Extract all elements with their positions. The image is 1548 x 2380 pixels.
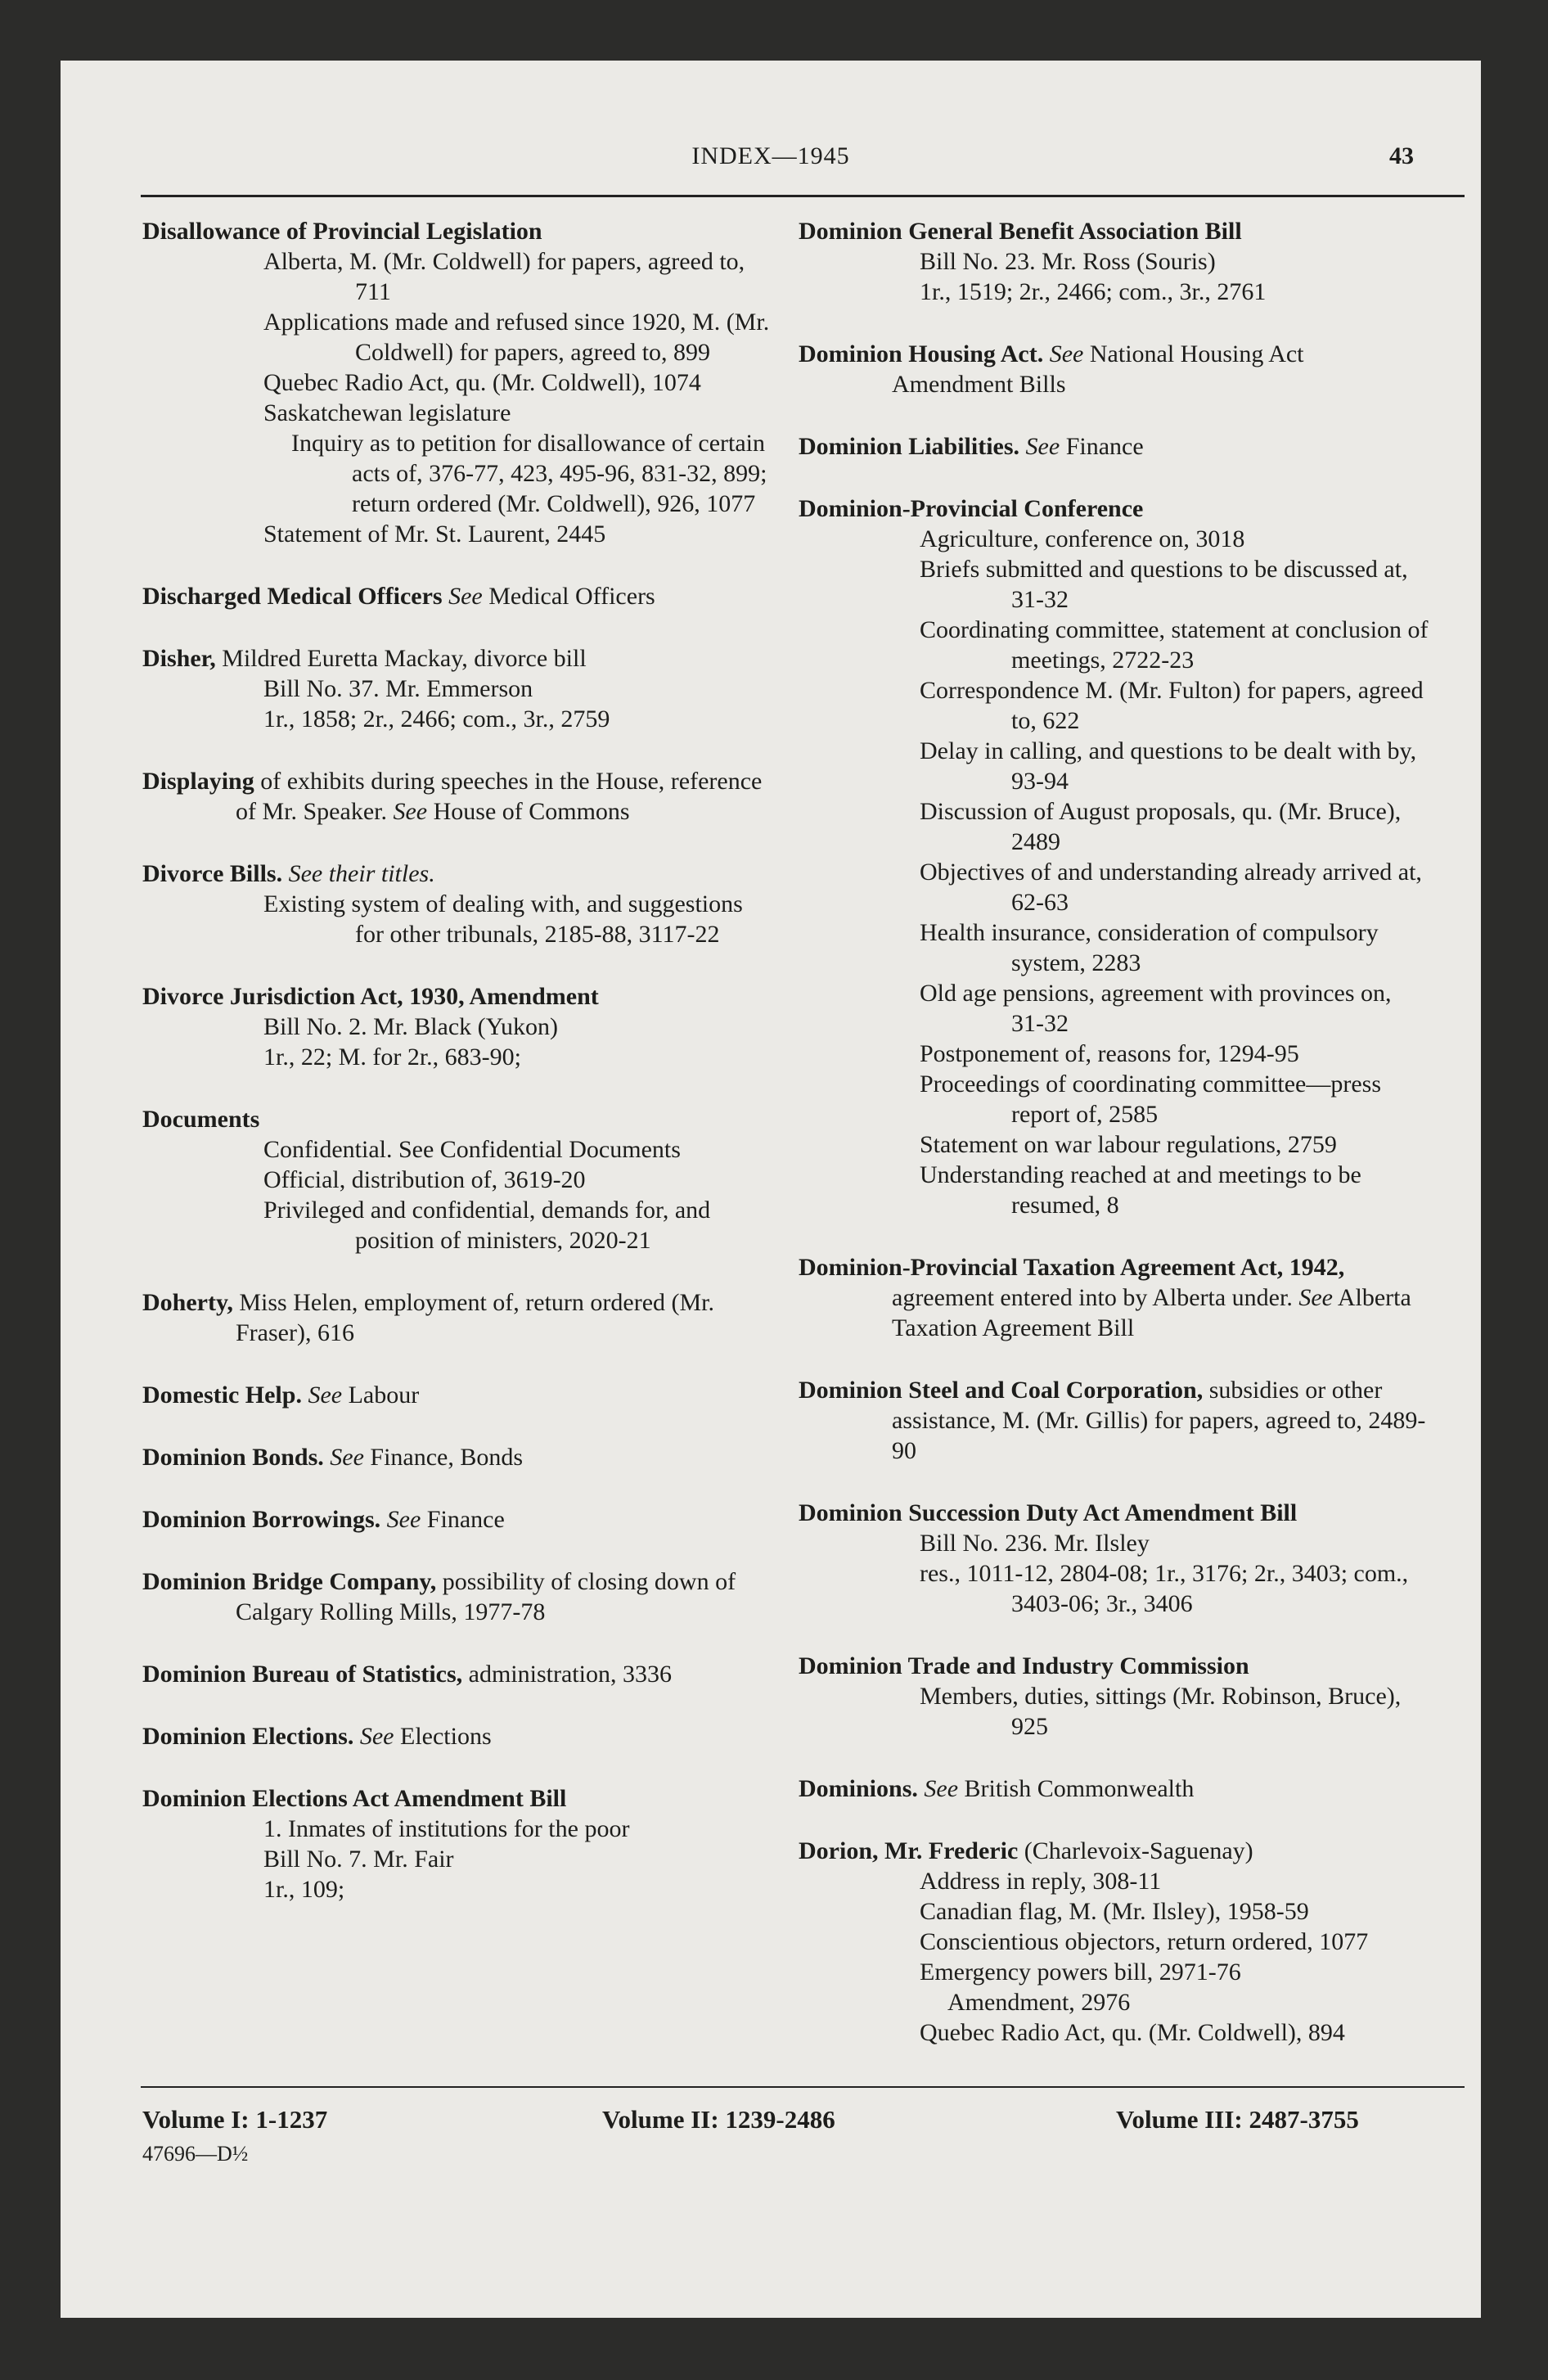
entry-text: Elections [394, 1723, 492, 1750]
see-reference: See [1049, 340, 1084, 367]
subentry: Members, duties, sittings (Mr. Robinson, Bruce), 925 [920, 1683, 1402, 1740]
entry-main-line [142, 1659, 772, 1689]
subentry: Bill No. 236. Mr. Ilsley [920, 1530, 1150, 1557]
volume-1-range: Volume I: 1-1237 [142, 2105, 328, 2134]
index-entry [142, 1287, 772, 1348]
index-entry [142, 1104, 772, 1255]
entry-main-line [799, 1651, 1429, 1681]
index-entry [799, 1836, 1429, 2048]
entry-text: Mildred Euretta Mackay, divorce bill [215, 645, 587, 672]
right-column [799, 216, 1429, 2080]
see-reference: See [393, 798, 428, 825]
entry-heading: Domestic Help. [142, 1382, 302, 1409]
subentry: Briefs submitted and questions to be discussed at, 31-32 [920, 556, 1408, 613]
entry-heading: Dominion General Benefit Association Bill [799, 218, 1242, 245]
index-entry [799, 1375, 1429, 1466]
subentry: Objectives of and understanding already arrived at, 62-63 [920, 859, 1422, 916]
subentry: Conscientious objectors, return ordered, 1077 [920, 1928, 1369, 1955]
subentry: Address in reply, 308-11 [920, 1868, 1162, 1895]
entry-heading: Dominion Bonds. [142, 1444, 324, 1471]
subentry: Applications made and refused since 1920, M. (Mr. Coldwell) for papers, agreed to, 899 [263, 309, 770, 366]
entry-main-line [799, 1836, 1429, 1866]
entry-main-line [142, 859, 772, 889]
entry-heading: Displaying [142, 768, 254, 795]
see-reference: See [359, 1723, 394, 1750]
entry-heading: Dominion Elections. [142, 1723, 354, 1750]
index-entry [799, 1774, 1429, 1804]
subentry: Official, distribution of, 3619-20 [263, 1166, 586, 1193]
entry-text [1019, 433, 1026, 460]
entry-heading: Divorce Jurisdiction Act, 1930, Amendment [142, 983, 599, 1010]
entry-heading: Dominion Trade and Industry Commission [799, 1652, 1249, 1679]
entry-text [380, 1506, 387, 1533]
index-entry [142, 1659, 772, 1689]
entry-heading: Dominion-Provincial Conference [799, 495, 1144, 522]
entry-main-line [799, 431, 1429, 462]
entry-main-line [142, 643, 772, 674]
subentry: Alberta, M. (Mr. Coldwell) for papers, agreed to, 711 [263, 248, 745, 305]
see-reference: See [448, 583, 483, 610]
subentry: Confidential. See Confidential Documents [263, 1136, 681, 1163]
entry-text: Finance [421, 1506, 505, 1533]
subentry: 1r., 1858; 2r., 2466; com., 3r., 2759 [263, 705, 610, 732]
subentry: Quebec Radio Act, qu. (Mr. Coldwell), 894 [920, 2019, 1345, 2046]
subentry: Emergency powers bill, 2971-76 [920, 1959, 1241, 1986]
subentry: Canadian flag, M. (Mr. Ilsley), 1958-59 [920, 1898, 1309, 1925]
index-entry [142, 1380, 772, 1410]
index-entry [799, 1498, 1429, 1619]
entry-heading: Dorion, Mr. Frederic [799, 1837, 1019, 1864]
index-entry [142, 581, 772, 611]
subentry: 1r., 1519; 2r., 2466; com., 3r., 2761 [920, 278, 1267, 305]
entry-text: House of Commons [427, 798, 630, 825]
entry-heading: Dominions. [799, 1775, 918, 1802]
page-number: 43 [1389, 142, 1414, 169]
entry-text: Finance [1060, 433, 1144, 460]
index-entry [799, 1252, 1429, 1343]
entry-text: National Housing Act Amendment Bills [892, 340, 1304, 398]
entry-main-line [142, 581, 772, 611]
index-entry [142, 1504, 772, 1535]
entry-main-line [142, 1783, 772, 1814]
volume-3-range: Volume III: 2487-3755 [1116, 2105, 1359, 2134]
subentry: Existing system of dealing with, and suggestions for other tribunals, 2185-88, 3117-22 [263, 890, 743, 948]
index-entry [142, 859, 772, 949]
entry-main-line [142, 1287, 772, 1348]
entry-main-line [142, 216, 772, 246]
subentry: Bill No. 23. Mr. Ross (Souris) [920, 248, 1216, 275]
entry-heading: Dominion Housing Act. [799, 340, 1044, 367]
entry-main-line [799, 494, 1429, 524]
entry-text: subsidies or other assistance, M. (Mr. Gillis) for papers, agreed to, 2489-90 [892, 1377, 1426, 1464]
index-entry [142, 1566, 772, 1627]
entry-text [282, 860, 289, 887]
subentry: Statement on war labour regulations, 2759 [920, 1131, 1337, 1158]
subentry: Amendment, 2976 [947, 1989, 1131, 2016]
subentry: Understanding reached at and meetings to be resumed, 8 [920, 1161, 1361, 1219]
index-entry [799, 431, 1429, 462]
entry-text [1043, 340, 1050, 367]
entry-heading: Disallowance of Provincial Legislation [142, 218, 542, 245]
subentry: Old age pensions, agreement with provinces on, 31-32 [920, 980, 1392, 1037]
entry-main-line [799, 1774, 1429, 1804]
entry-text: administration, 3336 [462, 1661, 672, 1688]
entry-heading: Dominion Bureau of Statistics, [142, 1661, 463, 1688]
index-entry [142, 766, 772, 827]
see-reference: See [330, 1444, 364, 1471]
see-reference: See [1298, 1284, 1333, 1311]
entry-main-line [142, 1566, 772, 1627]
entry-heading: Doherty, [142, 1289, 233, 1316]
entry-main-line [142, 1504, 772, 1535]
subentry: Postponement of, reasons for, 1294-95 [920, 1040, 1299, 1067]
left-column [142, 216, 772, 1936]
index-entry [142, 981, 772, 1072]
entry-heading: Dominion Liabilities. [799, 433, 1020, 460]
index-entry [142, 216, 772, 549]
subentry: Quebec Radio Act, qu. (Mr. Coldwell), 1074 [263, 369, 701, 396]
subentry: Privileged and confidential, demands for, and position of ministers, 2020-21 [263, 1197, 711, 1254]
entry-text: Finance, Bonds [363, 1444, 524, 1471]
index-entry [799, 494, 1429, 1220]
entry-main-line [799, 1498, 1429, 1528]
see-reference: See [924, 1775, 959, 1802]
subentry: 1r., 109; [263, 1876, 345, 1903]
entry-heading: Dominion Elections Act Amendment Bill [142, 1785, 567, 1812]
entry-text: Labour [342, 1382, 420, 1409]
see-reference: See [1025, 433, 1060, 460]
print-code: 47696—D½ [142, 2142, 249, 2166]
subentry: Proceedings of coordinating committee—press report of, 2585 [920, 1071, 1382, 1128]
entry-heading: Divorce Bills. [142, 860, 283, 887]
entry-main-line [799, 1375, 1429, 1466]
index-page [61, 61, 1481, 2318]
entry-text: Medical Officers [482, 583, 655, 610]
entry-heading: Dominion-Provincial Taxation Agreement Act, 1942, [799, 1254, 1345, 1281]
index-entry [799, 339, 1429, 399]
header-rule [141, 195, 1465, 197]
entry-heading: Dominion Succession Duty Act Amendment Bill [799, 1499, 1298, 1526]
running-header: INDEX—1945 [691, 142, 850, 169]
entry-text: possibility of closing down of Calgary Rolling Mills, 1977-78 [236, 1568, 736, 1625]
entry-main-line [799, 1252, 1429, 1343]
subentry: Coordinating committee, statement at conclusion of meetings, 2722-23 [920, 616, 1429, 674]
entry-main-line [142, 981, 772, 1012]
subentry: Bill No. 2. Mr. Black (Yukon) [263, 1013, 558, 1040]
subentry: Bill No. 37. Mr. Emmerson [263, 675, 533, 702]
entry-heading: Dominion Bridge Company, [142, 1568, 437, 1595]
index-entry [142, 643, 772, 734]
entry-text: Alberta Taxation Agreement Bill [892, 1284, 1411, 1341]
entry-main-line [799, 216, 1429, 246]
entry-heading: Discharged Medical Officers [142, 583, 443, 610]
subentry: res., 1011-12, 2804-08; 1r., 3176; 2r., 3403; com., 3403-06; 3r., 3406 [920, 1560, 1409, 1617]
see-reference: See [386, 1506, 421, 1533]
subentry: Discussion of August proposals, qu. (Mr. Bruce), 2489 [920, 798, 1402, 855]
entry-text [353, 1723, 360, 1750]
entry-heading: Disher, [142, 645, 216, 672]
entry-text: Miss Helen, employment of, return ordered (Mr. Fraser), 616 [232, 1289, 715, 1346]
footer-rule [141, 2086, 1465, 2088]
subentry: Saskatchewan legislature [263, 399, 511, 426]
entry-text [443, 583, 449, 610]
subentry: Correspondence M. (Mr. Fulton) for papers, agreed to, 622 [920, 677, 1424, 734]
entry-main-line [142, 1721, 772, 1751]
see-reference: See their titles. [288, 860, 435, 887]
subentry: 1r., 22; M. for 2r., 683-90; [263, 1044, 521, 1071]
index-entry [142, 1783, 772, 1904]
index-entry [799, 1651, 1429, 1742]
entry-main-line [142, 766, 772, 827]
index-entry [142, 1721, 772, 1751]
entry-main-line [142, 1442, 772, 1472]
subentry: Bill No. 7. Mr. Fair [263, 1846, 454, 1873]
index-entry [799, 216, 1429, 307]
subentry: Statement of Mr. St. Laurent, 2445 [263, 521, 606, 548]
index-entry [142, 1442, 772, 1472]
entry-text: (Charlevoix-Saguenay) [1018, 1837, 1253, 1864]
subentry: Inquiry as to petition for disallowance of certain acts of, 376-77, 423, 495-96, 831-32, 899; return ordered (Mr. Coldwell), 926, 1077 [291, 430, 767, 517]
volume-2-range: Volume II: 1239-2486 [602, 2105, 835, 2134]
entry-main-line [142, 1104, 772, 1134]
see-reference: See [308, 1382, 343, 1409]
subentry: Health insurance, consideration of compulsory system, 2283 [920, 919, 1379, 976]
subentry: 1. Inmates of institutions for the poor [263, 1815, 630, 1842]
subentry: Agriculture, conference on, 3018 [920, 525, 1245, 552]
entry-text: British Commonwealth [958, 1775, 1195, 1802]
entry-text: of exhibits during speeches in the House, reference of Mr. Speaker. [236, 768, 763, 825]
entry-text: agreement entered into by Alberta under. [892, 1284, 1299, 1311]
entry-heading: Dominion Steel and Coal Corporation, [799, 1377, 1204, 1404]
entry-main-line [799, 339, 1429, 399]
entry-heading: Dominion Borrowings. [142, 1506, 381, 1533]
subentry: Delay in calling, and questions to be dealt with by, 93-94 [920, 737, 1417, 795]
entry-heading: Documents [142, 1106, 260, 1133]
entry-main-line [142, 1380, 772, 1410]
